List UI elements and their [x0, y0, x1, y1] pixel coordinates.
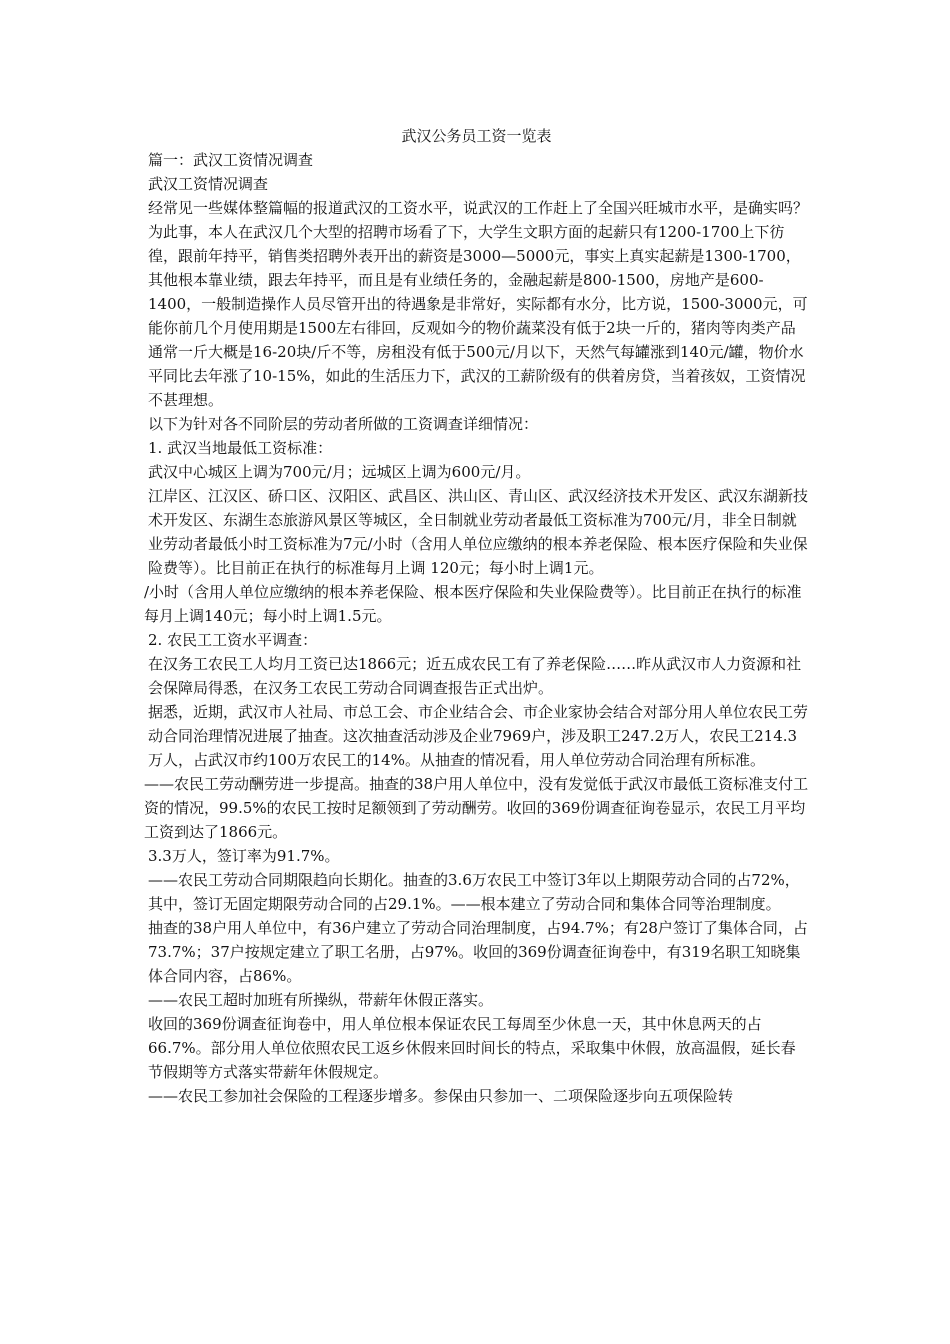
paragraph-signing-rate: 3.3万人，签订率为91.7%。 — [148, 847, 340, 865]
subsection-heading: 武汉工资情况调查 — [148, 175, 269, 193]
paragraph-contract-term: ——农民工劳动合同期限趋向长期化。抽查的3.6万农民工中签订3年以上期限劳动合同的占72%，其中，签订无固定期限劳动合同的占29.1%。——根本建立了劳动合同和集体合同等治理制度。 — [148, 871, 800, 913]
paragraph-pay-improvement: ——农民工劳动酬劳进一步提高。抽查的38户用人单位中，没有发觉低于武汉市最低工资标准支付工资的情况，99.5%的农民工按时足额领到了劳动酬劳。收回的369份调查征询卷显示，农民工月平均工资到达了1866元。 — [144, 775, 809, 841]
paragraph-migrant-wage: 在汉务工农民工人均月工资已达1866元；近五成农民工有了养老保险……昨从武汉市人力资源和社会保障局得悉，在汉务工农民工劳动合同调查报告正式出炉。 — [148, 655, 802, 697]
paragraph-overtime: ——农民工超时加班有所操纵，带薪年休假正落实。 — [148, 991, 494, 1009]
paragraph-districts: 江岸区、江汉区、硚口区、汉阳区、武昌区、洪山区、青山区、武汉经济技术开发区、武汉东湖新技术开发区、东湖生态旅游风景区等城区，全日制就业劳动者最低工资标准为700元/月，非全日制就业劳动者最低小时工资标准为7元/小时（含用人单位应缴纳的根本养老保险、根本医疗保险和失业保险费等）。比目前正在执行的标准每月上调 120元；每小时上调1元。 — [148, 487, 809, 577]
paragraph-contract-management: 抽查的38户用人单位中，有36户建立了劳动合同治理制度，占94.7%；有28户签订了集体合同，占73.7%；37户按规定建立了职工名册，占97%。收回的369份调查征询卷中，有319名职工知晓集体合同内容，占86%。 — [148, 919, 808, 985]
paragraph-hourly: /小时（含用人单位应缴纳的根本养老保险、根本医疗保险和失业保险费等）。比目前正在执行的标准每月上调140元；每小时上调1.5元。 — [144, 583, 802, 625]
paragraph-intro: 经常见一些媒体整篇幅的报道武汉的工资水平，说武汉的工作赶上了全国兴旺城市水平，是确实吗？为此事，本人在武汉几个大型的招聘市场看了下，大学生文职方面的起薪只有1200-1700上下彷徨，跟前年持平，销售类招聘外表开出的薪资是3000—5000元，事实上真实起薪是1300-1700，其他根本靠业绩，跟去年持平，而且是有业绩任务的，金融起薪是800-1500，房地产是600-1400，一般制造操作人员尽管开出的待遇象是非常好，实际都有水分，比方说，1500-3000元，可能你前几个月使用期是1500左右徘回，反观如今的物价蔬菜没有低于2块一斤的，猪肉等肉类产品通常一斤大概是16-20块/斤不等，房租没有低于500元/月以下，天然气每罐涨到140元/罐，物价水平同比去年涨了10-15%，如此的生活压力下，武汉的工薪阶级有的供着房贷，当着孩奴，工资情况不甚理想。 — [148, 199, 809, 409]
paragraph-rest-days: 收回的369份调查征询卷中，用人单位根本保证农民工每周至少休息一天，其中休息两天的占66.7%。部分用人单位依照农民工返乡休假来回时间长的特点，采取集中休假，放高温假，延长春节假期等方式落实带薪年休假规定。 — [148, 1015, 796, 1081]
document-page — [144, 124, 809, 1108]
heading-minimum-wage: 1. 武汉当地最低工资标准： — [148, 439, 333, 457]
section-heading: 篇一：武汉工资情况调查 — [148, 151, 314, 169]
paragraph-inspection: 据悉，近期，武汉市人社局、市总工会、市企业结合会、市企业家协会结合对部分用人单位农民工劳动合同治理情况进展了抽查。这次抽查活动涉及企业7969户，涉及职工247.2万人，农民工214.3万人，占武汉市约100万农民工的14%。从抽查的情况看，用人单位劳动合同治理有所标准。 — [148, 703, 809, 769]
heading-migrant-workers: 2. 农民工工资水平调查： — [148, 631, 318, 649]
document-title: 武汉公务员工资一览表 — [401, 127, 552, 145]
paragraph-survey-lead: 以下为针对各不同阶层的劳动者所做的工资调查详细情况： — [148, 415, 539, 433]
paragraph-minimum-wage: 武汉中心城区上调为700元/月；远城区上调为600元/月。 — [148, 463, 531, 481]
paragraph-social-insurance: ——农民工参加社会保险的工程逐步增多。参保由只参加一、二项保险逐步向五项保险转 — [148, 1087, 734, 1105]
